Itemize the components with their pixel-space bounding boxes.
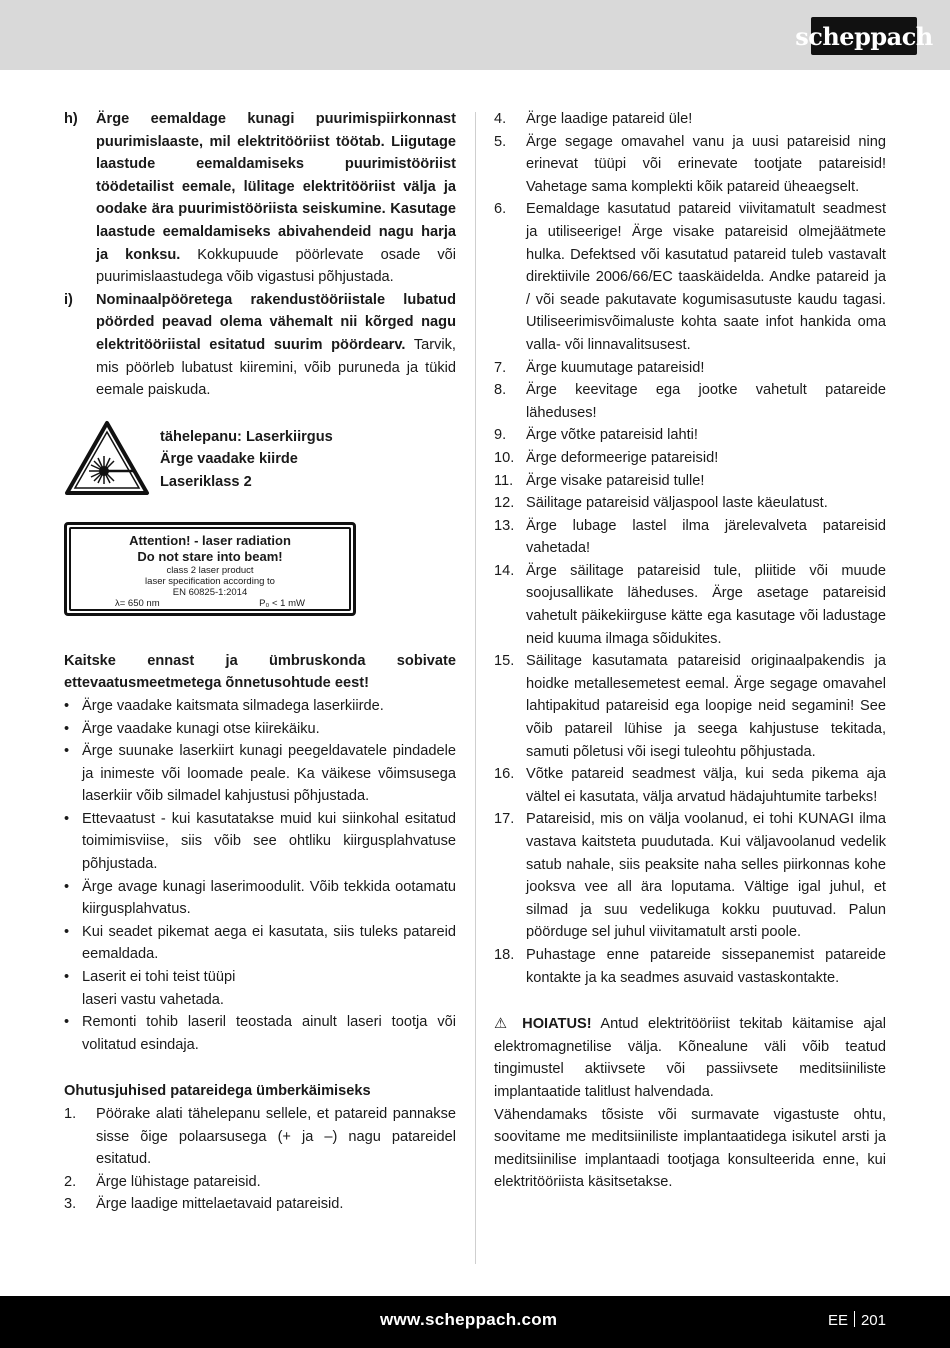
item-text: Patareisid, mis on välja voolanud, ei tohi KUNAGI ilma vastava kaitsteta puudutada. Kui väljavoolanud vedelik satub nahale, siis peaksite naha selles piirkonnas kohe jooksva vee all ära loputama. Vältige igal juhul, et silmad ja suu vedelikuga kokku puutuvad. Palun pöörduge sel juhul viivitamatult arsti poole. [526, 811, 886, 941]
bullet-marker: • [64, 969, 70, 986]
laser-label-line: laser specification according to [145, 575, 275, 587]
laser-label-line: Attention! - laser radiation [129, 532, 291, 548]
numbered-item [64, 1103, 456, 1171]
bullet-text: Laserit ei tohi teist tüüpi laseri vastu vahetada. [82, 969, 236, 1008]
bullet-item [64, 718, 456, 741]
bullet-text: Ärge vaadake kunagi otse kiirekäiku. [82, 720, 320, 737]
numbered-item [494, 357, 886, 380]
item-number: 14. [494, 562, 515, 579]
hoiatus-label: HOIATUS! [522, 1016, 592, 1033]
bullet-marker: • [64, 878, 70, 895]
numbered-item [494, 424, 886, 447]
laser-power: P₀ < 1 mW [259, 597, 305, 609]
item-text: Ärge keevitage ega jootke vahetult patareide läheduses! [526, 382, 886, 421]
item-number: 4. [494, 111, 507, 127]
battery-list-right [494, 108, 886, 989]
bullet-text: Ärge suunake laserkiirt kunagi peegeldavatele pindadele ja inimeste või loomade peale. Ka väikese võimsusega laserkiir võib silmadel kahjustusi põhjustada. [82, 743, 456, 805]
item-number: 15. [494, 653, 515, 670]
laser-warning-block [64, 420, 456, 500]
item-number: 8. [494, 382, 507, 399]
bullet-item [64, 695, 456, 718]
bullet-marker: • [64, 720, 70, 737]
laser-label-line: Do not stare into beam! [137, 548, 283, 564]
numbered-item [494, 944, 886, 989]
item-text: Ärge kuumutage patareisid! [526, 359, 705, 376]
bullet-text: Ärge vaadake kaitsmata silmadega laserkiirde. [82, 697, 384, 714]
bullet-marker: • [64, 743, 70, 760]
bullet-text: Remonti tohib laseril teostada ainult laseri tootja või volitatud esindaja. [82, 1014, 456, 1053]
column-divider [475, 112, 476, 1264]
item-number: 9. [494, 427, 507, 444]
instruction-i [64, 289, 456, 402]
item-marker: i) [64, 291, 73, 308]
item-number: 3. [64, 1196, 77, 1213]
item-number: 16. [494, 766, 515, 783]
item-text: Pöörake alati tähelepanu sellele, et patareid pannakse sisse õige polaarsusega (+ ja –) nagu patareidel esitatud. [96, 1106, 456, 1168]
item-number: 2. [64, 1173, 77, 1190]
numbered-item [494, 763, 886, 808]
laser-label [64, 522, 356, 616]
laser-label-line: class 2 laser product [166, 564, 254, 576]
item-text: Säilitage patareisid väljaspool laste käeulatust. [526, 495, 828, 512]
item-text: Ärge laadige mittelaetavaid patareisid. [96, 1196, 344, 1213]
numbered-item [494, 492, 886, 515]
item-text: Ärge lühistage patareisid. [96, 1173, 261, 1190]
item-number: 6. [494, 201, 507, 218]
hoiatus-paragraph [494, 1013, 886, 1103]
bullet-text: Kui seadet pikemat aega ei kasutata, siis tuleks patareid eemaldada. [82, 923, 456, 963]
bullet-item [64, 740, 456, 808]
item-number: 12. [494, 495, 515, 512]
item-number: 10. [494, 449, 515, 466]
scheppach-logo: scheppach [811, 17, 917, 55]
numbered-item [64, 1171, 456, 1194]
item-number: 5. [494, 133, 507, 150]
item-text: Ärge säilitage patareisid tule, pliitide või muude soojusallikate läheduses. Ärge asetage patareisid vahetult päikekiirguse kätte ega kasutage või ladustage neid kuuma ilmaga sõidukites. [526, 562, 886, 647]
numbered-item [494, 650, 886, 763]
item-text: Ärge segage omavahel vanu ja uusi patareisid ning erinevat tüüpi või erinevate tootjate patareisid! Vahetage sama komplekti kõik patareid üheaegselt. [526, 133, 886, 195]
item-marker: h) [64, 111, 78, 127]
bullet-item [64, 808, 456, 876]
page-number-value: 201 [860, 1312, 886, 1329]
footer-bar [0, 1296, 950, 1348]
numbered-item [494, 470, 886, 493]
item-number: 7. [494, 359, 507, 376]
item-number: 1. [64, 1106, 77, 1122]
item-number: 17. [494, 811, 515, 828]
laser-warning-line: Laseriklass 2 [160, 473, 252, 490]
numbered-item [494, 808, 886, 944]
bullet-item [64, 921, 456, 966]
safety-heading: Kaitske ennast ja ümbruskonda sobivate ettevaatusmeetmetega õnnetusohtude eest! [64, 652, 456, 692]
item-text: Ärge laadige patareid üle! [526, 111, 693, 127]
item-text: Ärge deformeerige patareisid! [526, 449, 719, 466]
numbered-item [494, 108, 886, 131]
item-text: Ärge võtke patareisid lahti! [526, 427, 698, 444]
bullet-item [64, 1011, 456, 1056]
language-code: EE [827, 1312, 848, 1329]
laser-warning-line: tähelepanu: Laserkiirgus [160, 428, 333, 445]
bullet-marker: • [64, 1014, 70, 1031]
item-text: Puhastage enne patareide sissepanemist patareide kontakte ja ka seadmes asuvaid vastaskontakte. [526, 946, 886, 986]
bullet-item [64, 966, 456, 1011]
hoiatus-text: Antud elektritööriist tekitab käitamise ajal elektromagnetilise välja. Kõnealune väli võib teatud tingimustel aktiivsete või passiivsete meditsiiniliste implantaatide talitlust halvendada. [494, 1016, 886, 1100]
numbered-item [494, 198, 886, 356]
laser-wavelength: λ= 650 nm [115, 597, 160, 609]
item-number: 13. [494, 517, 515, 534]
website-link[interactable]: www.scheppach.com [380, 1310, 558, 1329]
item-number: 11. [494, 472, 514, 489]
battery-list-left [64, 1103, 456, 1216]
bullet-text: Ettevaatust - kui kasutatakse muid kui siinkohal esitatud toimimisviise, siis võib see ohtliku kiirgusplahvatuse põhjustada. [82, 810, 456, 873]
instruction-i-bold: Nominaalpööretega rakendustööriistale lubatud pöörded peavad olema vähemalt nii kõrged nagu elektritööriistal esitatud suurim pöördearv. [96, 291, 456, 353]
bullet-item [64, 876, 456, 921]
right-column [494, 108, 886, 1194]
instruction-h-text: Kokkupuude pöörlevate osade või puurimislaastudega võib vigastusi põhjustada. [96, 246, 456, 286]
numbered-item [494, 131, 886, 199]
item-text: Säilitage kasutamata patareisid originaalpakendis ja hoidke metallesemetest eemal. Ärge segage omavahel lahtipakitud patareisid ega loopige neid segamini! See võib patareil lühise ja seega kahjustuse tekitada, samuti põletusi või isegi tuleohtu põhjustada. [526, 653, 886, 760]
bullet-marker: • [64, 923, 70, 940]
instruction-h-bold: Ärge eemaldage kunagi puurimispiirkonnast puurimislaaste, mil elektritööriist töötab. Liigutage laastude eemaldamiseks puurimistööriist töödetailist eemale, lülitage elektritööriist välja ja oodake ära puurimistööriista seiskumine. Kasutage laastude eemaldamiseks abivahendeid nagu harja ja konksu. [96, 111, 456, 263]
numbered-item [494, 447, 886, 470]
laser-hazard-icon [64, 420, 150, 496]
warning-icon: ⚠ [494, 1016, 513, 1033]
item-text: Võtke patareid seadmest välja, kui seda pikema aja vältel ei kasutata, välja arvatud hädajuhtumite tarbeks! [526, 766, 886, 805]
numbered-item [494, 379, 886, 424]
bullet-text: Ärge avage kunagi laserimoodulit. Võib tekkida ootamatu kiirgusplahvatus. [82, 878, 456, 918]
safety-bullet-list [64, 695, 456, 1057]
instruction-i-text: Tarvik, mis pöörleb lubatust kiiremini, võib puruneda ja tükid eemale paiskuda. [96, 336, 456, 399]
header-bar [0, 0, 950, 70]
item-text: Ärge visake patareisid tulle! [526, 472, 705, 489]
bullet-marker: • [64, 697, 70, 714]
page-number [828, 1311, 886, 1329]
item-number: 18. [494, 946, 515, 963]
laser-warning-text [160, 420, 333, 494]
laser-label-line: EN 60825-1:2014 [172, 586, 248, 598]
battery-heading: Ohutusjuhised patareidega ümberkäimiseks [64, 1083, 371, 1100]
item-text: Ärge lubage lastel ilma järelevalveta patareisid vahetada! [526, 517, 886, 557]
closing-paragraph: Vähendamaks tõsiste või surmavate vigastuste ohtu, soovitame me meditsiiniliste implantaatidega isikutel arsti ja meditsiinilise implantaadi tootjaga konsulteerida enne, kui elektritööriista käsitsetakse. [494, 1106, 886, 1191]
numbered-item [494, 515, 886, 560]
left-column [64, 108, 456, 1216]
bullet-marker: • [64, 810, 70, 827]
item-text: Eemaldage kasutatud patareid viivitamatult seadmest ja utiliseerige! Ärge visake patareisid olmejäätmete hulka. Defektsed või kasutatud patareid tuleb vastavalt direktiivile 2006/66/EC taaskäidelda. Andke patareid ja / või seade pakutavate kogumisasutuste kaudu tagasi. Utiliseerimisvõimaluste kohta saate infot hankida oma valla- või linnavalitsusest. [526, 201, 886, 353]
numbered-item [494, 560, 886, 650]
laser-warning-line: Ärge vaadake kiirde [160, 451, 298, 468]
instruction-h [64, 108, 456, 289]
numbered-item [64, 1193, 456, 1216]
